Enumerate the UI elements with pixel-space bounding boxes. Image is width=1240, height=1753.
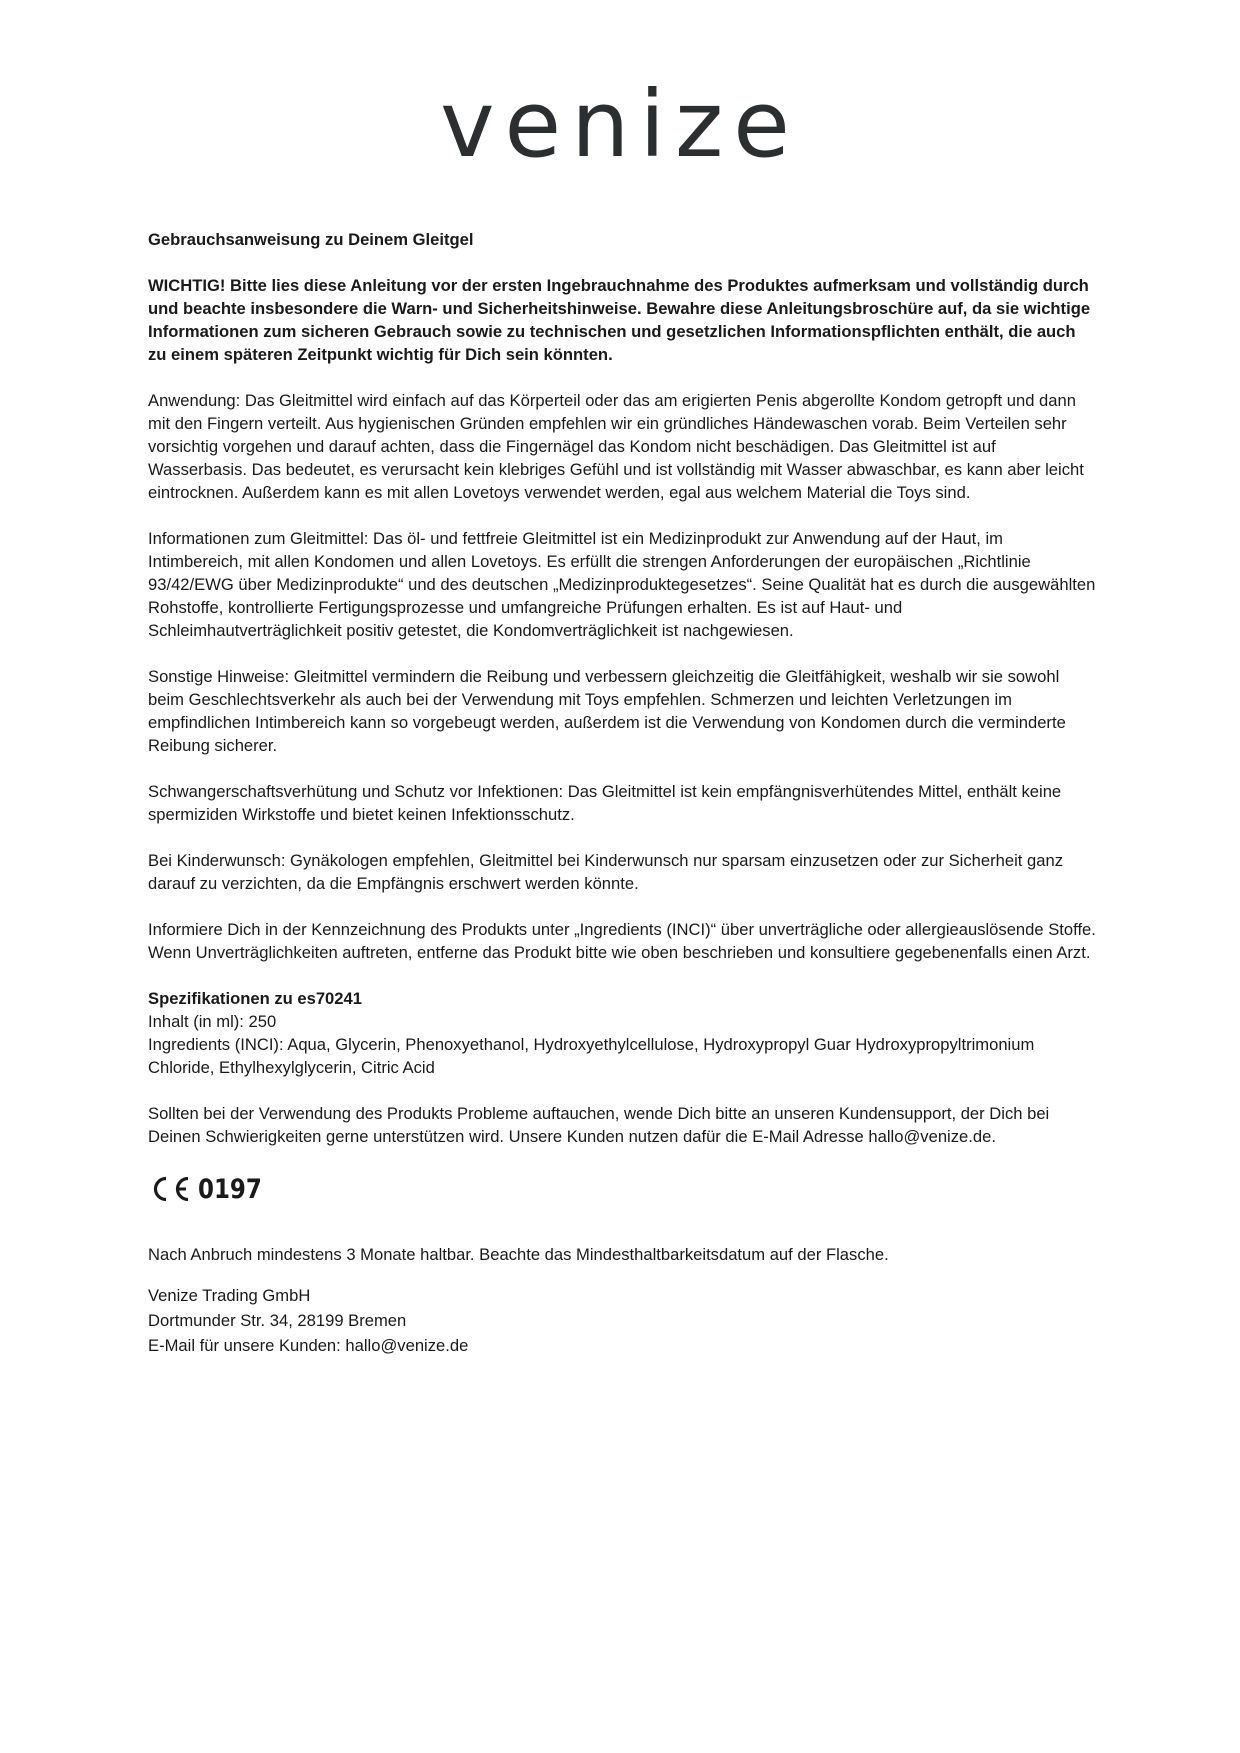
- support-paragraph: Sollten bei der Verwendung des Produkts Probleme auftauchen, wende Dich bitte an unseren Kundensupport, der Dich bei Deinen Schwierigkeiten gerne unterstützen wird. Unsere Kunden nutzen dafür die E-Mail Adresse hallo@venize.de.: [148, 1104, 1050, 1146]
- logo-wordmark: [400, 62, 840, 172]
- paragraph-sonstige-hinweise: Sonstige Hinweise: Gleitmittel vermindern die Reibung und verbessern gleichzeitig die Gleitfähigkeit, weshalb wir sie sowohl beim Geschlechtsverkehr als auch bei der Verwendung mit Toys empfehlen. Schmerzen und leichten Verletzungen im empfindlichen Intimbereich kann so vorgebeugt werden, außerdem ist die Verwendung von Kondomen durch die verminderte Reibung sicherer.: [148, 667, 1066, 755]
- paragraph-informationen: Informationen zum Gleitmittel: Das öl- und fettfreie Gleitmittel ist ein Medizinprodukt zur Anwendung auf der Haut, im Intimbereich, mit allen Kondomen und allen Lovetoys. Es erfüllt die strengen Anforderungen der europäischen „Richtlinie 93/42/EWG über Medizinprodukte“ und des deutschen „Medizinproduktegesetzes“. Seine Qualität hat es durch die ausgewählten Rohstoffe, kontrollierte Fertigungsprozesse und umfangreiche Prüfungen erhalten. Es ist auf Haut- und Schleimhautverträglichkeit positiv getestet, die Kondomverträglichkeit ist nachgewiesen.: [148, 529, 1096, 640]
- paragraph-anwendung: Anwendung: Das Gleitmittel wird einfach auf das Körperteil oder das am erigierten Penis abgerollte Kondom getropft und dann mit den Fingern verteilt. Aus hygienischen Gründen empfehlen wir ein gründliches Händewaschen vorab. Beim Verteilen sehr vorsichtig vorgehen und darauf achten, dass die Fingernägel das Kondom nicht beschädigen. Das Gleitmittel ist auf Wasserbasis. Das bedeutet, es verursacht kein klebriges Gefühl und ist vollständig mit Wasser abwaschbar, es kann aber leicht eintrocknen. Außerdem kann es mit allen Lovetoys verwendet werden, egal aus welchem Material die Toys sind.: [148, 391, 1084, 502]
- logo-text: venize: [440, 71, 800, 172]
- paragraph-schwangerschaft: Schwangerschaftsverhütung und Schutz vor Infektionen: Das Gleitmittel ist kein empfängnisverhütendes Mittel, enthält keine spermiziden Wirkstoffe und bietet keinen Infektionsschutz.: [148, 782, 1062, 824]
- specifications-heading: Spezifikationen zu es70241: [148, 989, 362, 1008]
- ce-marking: [148, 1171, 1098, 1207]
- specifications-section: [148, 987, 1098, 1079]
- ce-mark-icon: [148, 1175, 192, 1203]
- important-notice: WICHTIG! Bitte lies diese Anleitung vor der ersten Ingebrauchnahme des Produktes aufmerksam und vollständig durch und beachte insbesondere die Warn- und Sicherheitshinweise. Bewahre diese Anleitungsbroschüre auf, da sie wichtige Informationen zum sicheren Gebrauch sowie zu technischen und gesetzlichen Informationspflichten enthält, die auch zu einem späteren Zeitpunkt wichtig für Dich sein könnten.: [148, 276, 1091, 364]
- paragraph-kinderwunsch: Bei Kinderwunsch: Gynäkologen empfehlen, Gleitmittel bei Kinderwunsch nur sparsam einzusetzen oder zur Sicherheit ganz darauf zu verzichten, da die Empfängnis erschwert werden könnte.: [148, 851, 1063, 893]
- brand-logo: [0, 62, 1240, 177]
- document-body: [148, 228, 1098, 1358]
- shelf-life-note: Nach Anbruch mindestens 3 Monate haltbar. Beachte das Mindesthaltbarkeitsdatum auf der Flasche.: [148, 1245, 889, 1264]
- company-name: Venize Trading GmbH: [148, 1286, 311, 1305]
- company-email: E-Mail für unsere Kunden: hallo@venize.de: [148, 1336, 469, 1355]
- paragraph-inci-info: Informiere Dich in der Kennzeichnung des Produkts unter „Ingredients (INCI)“ über unverträgliche oder allergieauslösende Stoffe. Wenn Unverträglichkeiten auftreten, entferne das Produkt bitte wie oben beschrieben und konsultiere gegebenenfalls einen Arzt.: [148, 920, 1096, 962]
- company-address: [148, 1283, 1098, 1358]
- specifications-ingredients: Ingredients (INCI): Aqua, Glycerin, Phenoxyethanol, Hydroxyethylcellulose, Hydroxypropyl Guar Hydroxypropyltrimonium Chloride, Ethylhexylglycerin, Citric Acid: [148, 1035, 1035, 1077]
- specifications-content: Inhalt (in ml): 250: [148, 1012, 277, 1031]
- document-title: Gebrauchsanweisung zu Deinem Gleitgel: [148, 230, 474, 249]
- company-street: Dortmunder Str. 34, 28199 Bremen: [148, 1311, 407, 1330]
- notified-body-number: 0197: [198, 1173, 262, 1205]
